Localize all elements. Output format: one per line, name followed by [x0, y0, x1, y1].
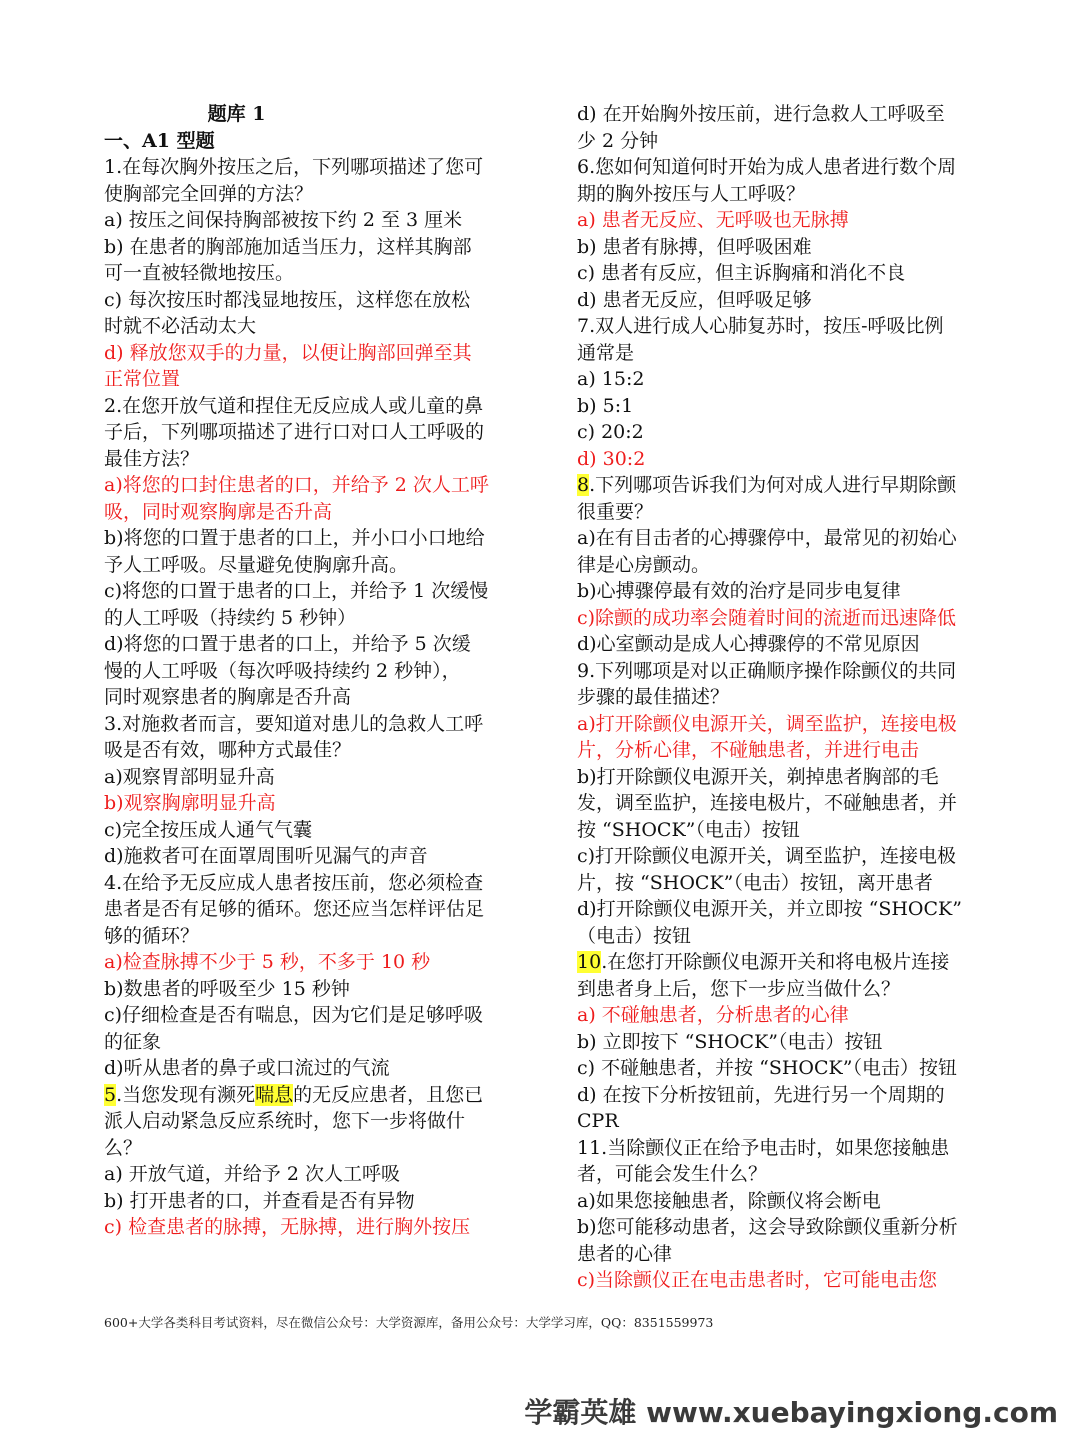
watermark: 学霸英雄 www.xuebayingxiong.com: [524, 1396, 1058, 1429]
question-line: d) 在开始胸外按压前，进行急救人工呼吸至: [577, 103, 945, 125]
question-line: c) 20:2: [577, 421, 644, 443]
question-line: 4.在给予无反应成人患者按压前，您必须检查: [104, 871, 484, 894]
answer-line: c) 检查患者的脉搏，无脉搏，进行胸外按压: [104, 1216, 471, 1238]
question-line: d)心室颤动是成人心搏骤停的不常见原因: [577, 633, 920, 655]
left-question-lines: [104, 154, 524, 1241]
question-line: c)打开除颤仪电源开关，调至监护，连接电极: [577, 845, 957, 867]
question-line: a) 开放气道，并给予 2 次人工呼吸: [104, 1163, 400, 1185]
left-column: [104, 101, 524, 1241]
question-line: b)心搏骤停最有效的治疗是同步电复律: [577, 580, 901, 602]
highlight-mark: 5: [104, 1083, 117, 1106]
question-line: b)打开除颤仪电源开关，剃掉患者胸部的毛: [577, 765, 939, 788]
question-line: d) 在按下分析按钮前，先进行另一个周期的: [577, 1083, 945, 1106]
question-line: 慢的人工呼吸（每次呼吸持续约 2 秒钟），: [104, 659, 461, 682]
question-line: c) 患者有反应，但主诉胸痛和消化不良: [577, 262, 906, 284]
answer-line: d) 30:2: [577, 447, 646, 470]
question-line: b)您可能移动患者，这会导致除颤仪重新分析: [577, 1216, 958, 1238]
question-line: 3.对施救者而言，要知道对患儿的急救人工呼: [104, 712, 484, 735]
right-column: [577, 101, 997, 1294]
question-line: 者，可能会发生什么？: [577, 1163, 768, 1185]
question-line: b) 患者有脉搏，但呼吸困难: [577, 235, 812, 258]
question-line: a)观察胃部明显升高: [104, 765, 275, 788]
answer-line: b)观察胸廓明显升高: [104, 792, 276, 814]
question-line: b) 打开患者的口，并查看是否有异物: [104, 1189, 415, 1212]
question-line: b)将您的口置于患者的口上，并小口小口地给: [104, 527, 485, 549]
question-line: c) 不碰触患者，并按 “SHOCK”（电击）按钮: [577, 1057, 957, 1079]
question-line: 通常是: [577, 341, 635, 364]
question-line: 时就不必活动太大: [104, 315, 257, 337]
question-line: 2.在您开放气道和捏住无反应成人或儿童的鼻: [104, 394, 484, 417]
question-line: d)将您的口置于患者的口上，并给予 5 次缓: [104, 633, 471, 655]
footer-note: 600+大学各类科目考试资料，尽在微信公众号：大学资源库，备用公众号：大学学习库，QQ：8351559973: [104, 1315, 714, 1330]
question-line: 吸是否有效，哪种方式最佳？: [104, 739, 352, 761]
answer-line: a)打开除颤仪电源开关，调至监护，连接电极: [577, 712, 957, 735]
answer-line: 正常位置: [104, 368, 181, 390]
answer-line: a)将您的口封住患者的口，并给予 2 次人工呼: [104, 474, 489, 496]
question-line: 最佳方法？: [104, 447, 200, 470]
question-line: 9.下列哪项是对以正确顺序操作除颤仪的共同: [577, 659, 957, 682]
answer-line: 吸，同时观察胸廓是否升高: [104, 500, 333, 523]
question-line: c)仔细检查是否有喘息，因为它们是足够呼吸: [104, 1004, 484, 1026]
page-title: 题库 1: [207, 103, 266, 125]
question-line: 发，调至监护，连接电极片，不碰触患者，并: [577, 792, 958, 814]
question-line: CPR: [577, 1110, 619, 1132]
question-line: 么？: [104, 1136, 143, 1159]
question-line: 予人工呼吸。尽量避免使胸廓升高。: [104, 553, 409, 576]
highlight-mark: 10: [577, 951, 602, 973]
question-line: 的征象: [104, 1030, 162, 1053]
answer-line: d) 释放您双手的力量，以便让胸部回弹至其: [104, 341, 472, 364]
highlight-mark: 喘息: [255, 1083, 294, 1106]
question-line: 患者是否有足够的循环。您还应当怎样评估足: [104, 898, 485, 920]
question-line: 同时观察患者的胸廓是否升高: [104, 686, 352, 708]
answer-line: c)当除颤仪正在电击患者时，它可能电击您: [577, 1269, 938, 1291]
question-line: 1.在每次胸外按压之后，下列哪项描述了您可: [104, 156, 484, 178]
question-line: 5.当您发现有濒死喘息的无反应患者，且您已: [104, 1083, 484, 1106]
question-line: a)如果您接触患者，除颤仪将会断电: [577, 1189, 881, 1212]
right-question-lines: [577, 101, 997, 1294]
question-line: d) 患者无反应，但呼吸足够: [577, 288, 812, 311]
question-line: 很重要？: [577, 500, 654, 523]
question-line: 步骤的最佳描述？: [577, 686, 730, 708]
answer-line: a) 不碰触患者，分析患者的心律: [577, 1004, 849, 1026]
section-heading: 一、A1 型题: [104, 129, 215, 152]
question-line: 的人工呼吸（持续约 5 秒钟）: [104, 606, 357, 629]
question-line: c)完全按压成人通气气囊: [104, 818, 313, 841]
question-line: d)打开除颤仪电源开关，并立即按 “SHOCK”: [577, 898, 962, 920]
question-line: b) 立即按下 “SHOCK”（电击）按钮: [577, 1030, 883, 1053]
question-line: 8.下列哪项告诉我们为何对成人进行早期除颤: [577, 474, 957, 496]
question-line: c)将您的口置于患者的口上，并给予 1 次缓慢: [104, 580, 489, 602]
answer-line: a) 患者无反应、无呼吸也无脉搏: [577, 209, 849, 231]
question-line: b)数患者的呼吸至少 15 秒钟: [104, 977, 350, 1000]
answer-line: 片，分析心律，不碰触患者，并进行电击: [577, 739, 920, 761]
question-line: 11.当除颤仪正在给予电击时，如果您接触患: [577, 1136, 950, 1159]
question-line: 可一直被轻微地按压。: [104, 262, 295, 284]
question-line: （电击）按钮: [577, 924, 692, 947]
question-line: 少 2 分钟: [577, 129, 659, 152]
question-line: 律是心房颤动。: [577, 553, 711, 576]
question-line: 10.在您打开除颤仪电源开关和将电极片连接: [577, 951, 950, 973]
question-line: a) 按压之间保持胸部被按下约 2 至 3 厘米: [104, 209, 463, 231]
question-line: c) 每次按压时都浅显地按压，这样您在放松: [104, 288, 471, 311]
question-line: 派人启动紧急反应系统时，您下一步将做什: [104, 1110, 466, 1132]
question-line: 6.您如何知道何时开始为成人患者进行数个周: [577, 156, 957, 178]
answer-line: a)检查脉搏不少于 5 秒，不多于 10 秒: [104, 951, 431, 973]
question-line: 7.双人进行成人心肺复苏时，按压-呼吸比例: [577, 315, 944, 337]
question-line: b) 5:1: [577, 394, 634, 417]
question-line: 够的循环？: [104, 924, 200, 947]
question-line: 片，按 “SHOCK”（电击）按钮，离开患者: [577, 871, 933, 894]
question-line: a)在有目击者的心搏骤停中，最常见的初始心: [577, 527, 957, 549]
question-line: 期的胸外按压与人工呼吸？: [577, 182, 806, 205]
question-line: d)施救者可在面罩周围听见漏气的声音: [104, 845, 428, 867]
question-line: 按 “SHOCK”（电击）按钮: [577, 818, 800, 841]
answer-line: c)除颤的成功率会随着时间的流逝而迅速降低: [577, 606, 957, 629]
question-line: 患者的心律: [577, 1242, 673, 1265]
question-line: 子后，下列哪项描述了进行口对口人工呼吸的: [104, 421, 485, 443]
highlight-mark: 8: [577, 474, 590, 496]
question-line: 到患者身上后，您下一步应当做什么？: [577, 977, 901, 1000]
question-line: d)听从患者的鼻子或口流过的气流: [104, 1057, 390, 1079]
question-line: a) 15:2: [577, 368, 645, 390]
question-line: 使胸部完全回弹的方法？: [104, 182, 314, 205]
question-line: b) 在患者的胸部施加适当压力，这样其胸部: [104, 235, 472, 258]
